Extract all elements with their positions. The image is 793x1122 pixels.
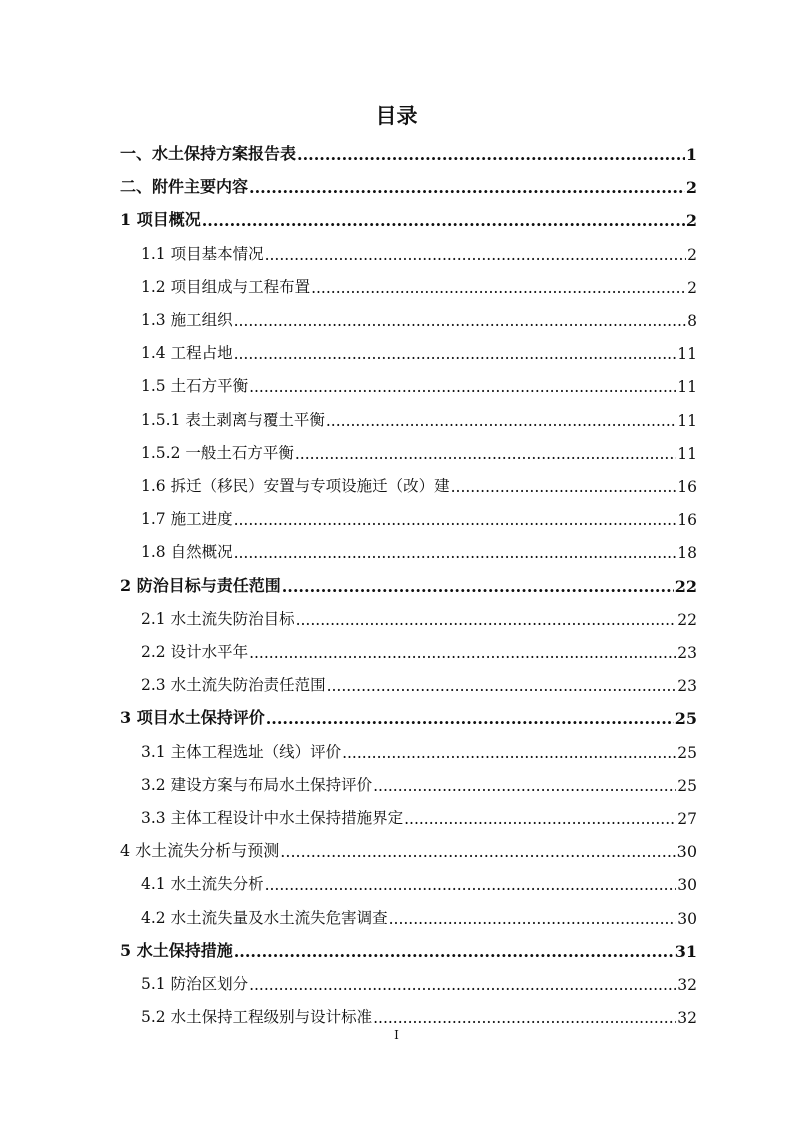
- toc-entry[interactable]: [0, 636, 793, 662]
- toc-leader-dots: [266, 709, 674, 728]
- toc-entry[interactable]: [0, 935, 793, 961]
- toc-leader-dots: [295, 445, 676, 463]
- toc-leader-dots: [373, 1009, 676, 1027]
- toc-entry-label: 二、附件主要内容: [120, 177, 249, 197]
- toc-entry-page: 25: [677, 776, 697, 795]
- toc-entry-label: 4 水土流失分析与预测: [120, 841, 280, 861]
- toc-entry-label: 1 项目概况: [120, 210, 201, 230]
- toc-leader-dots: [249, 644, 676, 662]
- toc-entry-page: 18: [677, 544, 697, 563]
- toc-entry-page: 16: [677, 511, 697, 530]
- toc-entry-page: 11: [677, 444, 697, 463]
- toc-entry-label: 5.2 水土保持工程级别与设计标准: [141, 1008, 373, 1027]
- toc-entry[interactable]: [0, 337, 793, 363]
- toc-entry[interactable]: [0, 702, 793, 728]
- toc-entry[interactable]: [0, 370, 793, 396]
- toc-entry-page: 25: [674, 709, 697, 729]
- toc-leader-dots: [234, 345, 677, 363]
- toc-leader-dots: [202, 211, 685, 230]
- toc-entry-page: 1: [685, 145, 697, 164]
- toc-entry[interactable]: [0, 669, 793, 695]
- toc-entry-page: 32: [677, 976, 697, 994]
- toc-entry-page: 11: [677, 345, 697, 364]
- toc-entry-label: 4.2 水土流失量及水土流失危害调查: [141, 908, 388, 927]
- toc-entry-page: 30: [677, 909, 697, 928]
- toc-entry-page: 27: [677, 810, 697, 828]
- toc-entry-label: 1.5 土石方平衡: [141, 377, 249, 396]
- toc-leader-dots: [249, 976, 676, 994]
- toc-leader-dots: [297, 145, 685, 164]
- toc-leader-dots: [373, 777, 676, 795]
- page-title: 目录: [375, 104, 418, 128]
- toc-entry-label: 1.6 拆迁（移民）安置与专项设施迁（改）建: [141, 477, 450, 495]
- toc-entry-page: 11: [677, 378, 697, 397]
- toc-entry-page: 22: [677, 610, 697, 629]
- toc-entry-page: 30: [676, 842, 697, 862]
- toc-entry[interactable]: [0, 1001, 793, 1027]
- toc-entry-label: 3.1 主体工程选址（线）评价: [141, 742, 342, 761]
- toc-entry[interactable]: [0, 536, 793, 562]
- toc-entry[interactable]: [0, 238, 793, 264]
- toc-entry[interactable]: [0, 204, 793, 230]
- toc-entry-page: 2: [685, 211, 697, 231]
- toc-leader-dots: [234, 312, 687, 330]
- page-number: I: [394, 1028, 399, 1042]
- toc-leader-dots: [296, 611, 677, 629]
- toc-leader-dots: [249, 378, 676, 396]
- toc-entry-label: 5 水土保持措施: [120, 940, 233, 960]
- toc-entry-page: 23: [677, 677, 697, 696]
- toc-leader-dots: [326, 412, 676, 430]
- toc-entry-label: 一、水土保持方案报告表: [120, 144, 297, 163]
- toc-entry-label: 1.2 项目组成与工程布置: [141, 277, 311, 296]
- toc-entry-label: 3 项目水土保持评价: [120, 708, 265, 728]
- toc-entry-label: 3.2 建设方案与布局水土保持评价: [141, 775, 373, 794]
- toc-leader-dots: [451, 478, 677, 496]
- toc-entry-label: 1.8 自然概况: [141, 543, 233, 562]
- toc-entry[interactable]: [0, 603, 793, 629]
- toc-entry-label: 2.1 水土流失防治目标: [141, 609, 295, 628]
- toc-leader-dots: [234, 511, 677, 529]
- toc-entry-page: 22: [674, 576, 697, 596]
- toc-leader-dots: [249, 178, 685, 197]
- toc-entry-label: 2 防治目标与责任范围: [120, 575, 281, 595]
- toc-leader-dots: [234, 544, 677, 562]
- toc-entry-label: 4.1 水土流失分析: [141, 875, 264, 894]
- toc-entry-page: 2: [685, 178, 697, 198]
- toc-entry[interactable]: [0, 437, 793, 463]
- toc-leader-dots: [389, 910, 677, 928]
- toc-entry-label: 1.1 项目基本情况: [141, 244, 264, 263]
- toc-entry-page: 2: [687, 278, 697, 297]
- toc-entry[interactable]: [0, 404, 793, 430]
- toc-entry[interactable]: [0, 271, 793, 297]
- toc-entry[interactable]: [0, 769, 793, 795]
- toc-leader-dots: [327, 677, 677, 695]
- toc-entry-page: 16: [677, 478, 697, 496]
- toc-entry[interactable]: [0, 304, 793, 330]
- toc-entry-label: 1.3 施工组织: [141, 311, 233, 329]
- toc-entry-label: 2.3 水土流失防治责任范围: [141, 676, 326, 695]
- toc-entry-label: 1.5.1 表土剥离与覆土平衡: [141, 410, 325, 429]
- toc-entry-page: 32: [677, 1009, 697, 1028]
- toc-entry-label: 1.5.2 一般土石方平衡: [141, 443, 294, 462]
- toc-leader-dots: [265, 246, 687, 264]
- toc-leader-dots: [280, 842, 675, 861]
- toc-leader-dots: [265, 876, 677, 894]
- toc-entry-page: 23: [677, 644, 697, 662]
- toc-leader-dots: [311, 279, 686, 297]
- toc-entry-label: 1.7 施工进度: [141, 510, 233, 529]
- toc-entry-label: 2.2 设计水平年: [141, 643, 249, 661]
- toc-entry[interactable]: [0, 835, 793, 861]
- toc-entry[interactable]: [0, 570, 793, 596]
- toc-entry-label: 1.4 工程占地: [141, 344, 233, 363]
- toc-entry-page: 11: [677, 411, 697, 430]
- toc-entry[interactable]: [0, 802, 793, 828]
- toc-entry-label: 3.3 主体工程设计中水土保持措施界定: [141, 809, 404, 827]
- toc-entry[interactable]: [0, 902, 793, 928]
- toc-entry-page: 31: [674, 941, 697, 961]
- toc-entry[interactable]: [0, 171, 793, 197]
- toc-entry-page: 8: [687, 312, 697, 330]
- toc-entry-page: 30: [677, 876, 697, 895]
- toc-leader-dots: [342, 744, 676, 762]
- toc-entry-page: 2: [687, 245, 697, 264]
- toc-entry-page: 25: [677, 743, 697, 762]
- toc-entry[interactable]: [0, 470, 793, 496]
- toc-leader-dots: [282, 577, 674, 596]
- toc-leader-dots: [234, 942, 674, 961]
- toc-entry[interactable]: [0, 868, 793, 894]
- toc-entry[interactable]: [0, 138, 793, 164]
- toc-entry-label: 5.1 防治区划分: [141, 975, 249, 993]
- toc-entry[interactable]: [0, 968, 793, 994]
- toc-entry[interactable]: [0, 736, 793, 762]
- toc-leader-dots: [404, 810, 676, 828]
- toc-entry[interactable]: [0, 503, 793, 529]
